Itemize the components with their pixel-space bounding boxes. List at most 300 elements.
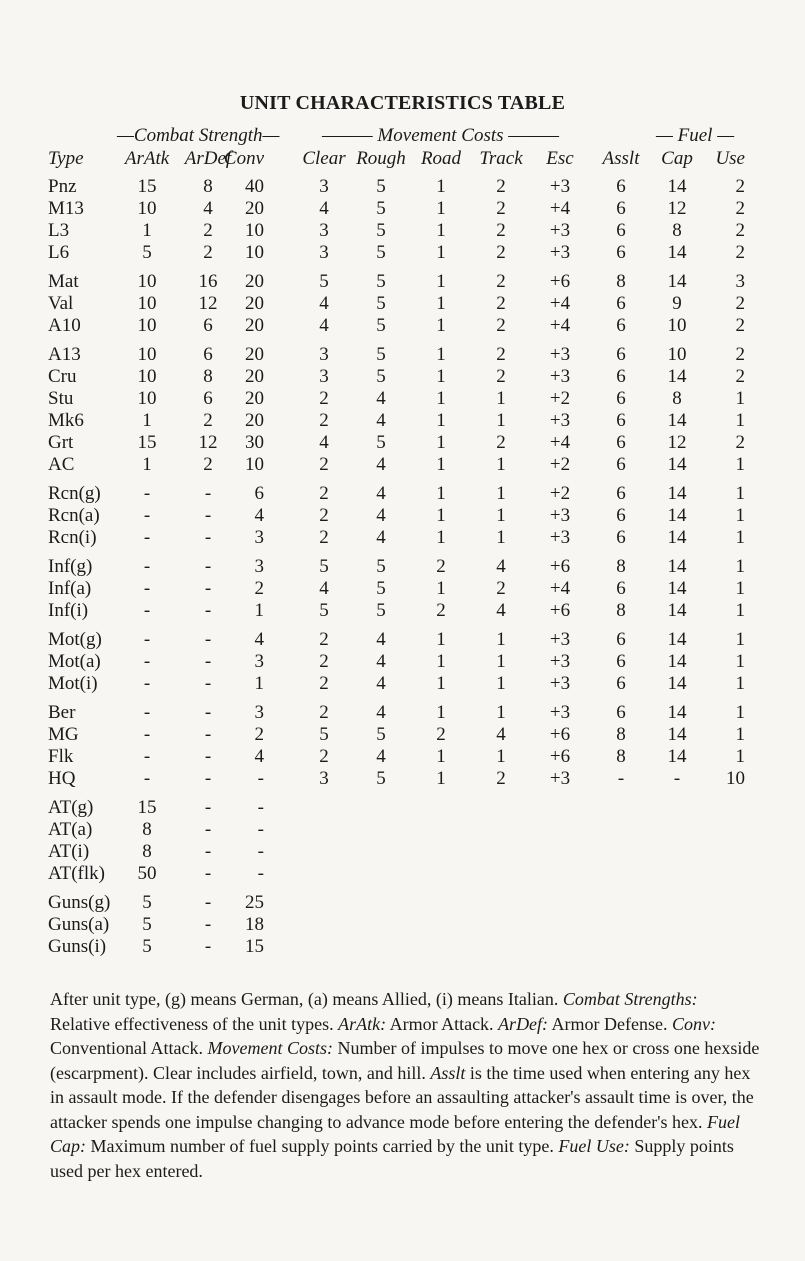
cell-conv: 3 [254,556,264,577]
cell-fuel-cap: 14 [667,271,687,292]
cell-asslt: 6 [616,651,626,672]
cell-aratk: - [143,629,151,650]
cell-esc: +3 [549,410,571,431]
cell-type: A10 [48,315,81,336]
cell-conv: 6 [254,483,264,504]
cell-esc: +4 [549,432,571,453]
cell-clear: 5 [319,556,329,577]
cell-road: 1 [436,344,446,365]
cell-road: 1 [436,505,446,526]
cell-aratk: 15 [137,176,157,197]
cell-conv: 1 [254,600,264,621]
cell-conv: 10 [245,242,264,263]
cell-aratk: 8 [142,841,152,862]
cell-esc: +4 [549,198,571,219]
cell-esc: +3 [549,220,571,241]
cell-rough: 5 [376,315,386,336]
cell-type: Rcn(a) [48,505,100,526]
cell-road: 1 [436,293,446,314]
cell-fuel-cap: 14 [667,651,687,672]
cell-esc: +3 [549,527,571,548]
cell-road: 1 [436,702,446,723]
cell-track: 1 [496,651,506,672]
cell-asslt: 6 [616,673,626,694]
cell-road: 2 [436,556,446,577]
cell-aratk: 15 [137,797,157,818]
cell-track: 1 [496,629,506,650]
cell-fuel-use: 2 [735,432,745,453]
explanatory-note [50,987,762,1183]
cell-esc: +4 [549,293,571,314]
cell-road: 1 [436,651,446,672]
cell-fuel-cap: 14 [667,578,687,599]
cell-esc: +3 [549,505,571,526]
cell-fuel-use: 10 [726,768,745,789]
cell-fuel-use: 2 [735,344,745,365]
note-text: Supply points used per hex entered. [50,1136,734,1181]
column-header-aratk: ArAtk [124,148,170,169]
cell-track: 2 [496,578,506,599]
cell-rough: 4 [376,483,386,504]
cell-aratk: 8 [142,819,152,840]
cell-road: 1 [436,242,446,263]
cell-asslt: 6 [616,432,626,453]
note-term: ArAtk: [338,1013,387,1034]
cell-road: 2 [436,600,446,621]
cell-type: HQ [48,768,76,789]
cell-esc: +2 [549,454,571,475]
cell-conv: - [257,797,264,818]
cell-road: 1 [436,315,446,336]
cell-road: 1 [436,578,446,599]
cell-clear: 2 [319,483,329,504]
cell-ardef: 16 [198,271,218,292]
cell-fuel-cap: 14 [667,454,687,475]
cell-rough: 5 [376,578,386,599]
cell-fuel-use: 2 [735,315,745,336]
cell-fuel-use: 1 [735,702,745,723]
cell-rough: 5 [376,176,386,197]
cell-rough: 4 [376,746,386,767]
column-header-type: Type [48,148,84,169]
cell-asslt: 6 [616,527,626,548]
cell-fuel-cap: 14 [667,176,687,197]
cell-ardef: - [204,797,212,818]
cell-esc: +4 [549,315,571,336]
cell-conv: 3 [254,527,264,548]
cell-type: Flk [48,746,74,767]
cell-type: AT(flk) [48,863,105,884]
cell-asslt: 6 [616,505,626,526]
column-header-track: Track [479,148,523,169]
cell-conv: 25 [245,892,264,913]
cell-ardef: 12 [198,293,218,314]
movement-costs-group-header: ——— Movement Costs ——— [322,125,559,146]
cell-road: 1 [436,527,446,548]
cell-conv: 18 [245,914,264,935]
cell-aratk: - [143,505,151,526]
cell-road: 1 [436,454,446,475]
cell-rough: 5 [376,198,386,219]
note-term: Fuel Use: [558,1136,630,1156]
cell-track: 2 [496,242,506,263]
cell-fuel-cap: 14 [667,242,687,263]
cell-conv: - [257,819,264,840]
cell-esc: +2 [549,388,571,409]
cell-aratk: 10 [137,315,157,336]
cell-type: A13 [48,344,81,365]
cell-type: Inf(a) [48,578,92,599]
cell-clear: 2 [319,454,329,475]
cell-type: Inf(i) [48,600,89,621]
cell-ardef: - [204,629,212,650]
cell-track: 2 [496,366,506,387]
cell-conv: 30 [245,432,264,453]
cell-conv: 2 [254,578,264,599]
cell-fuel-use: 1 [735,746,745,767]
cell-type: Mk6 [48,410,84,431]
cell-ardef: 2 [203,410,213,431]
cell-conv: 20 [245,293,264,314]
cell-fuel-cap: 14 [667,746,687,767]
cell-type: Grt [48,432,74,453]
column-header-ardef: ArDef [184,148,232,169]
cell-ardef: - [204,483,212,504]
cell-conv: 4 [254,746,264,767]
cell-track: 1 [496,483,506,504]
cell-road: 1 [436,432,446,453]
cell-conv: 20 [245,410,264,431]
cell-esc: +3 [549,629,571,650]
cell-ardef: - [204,673,212,694]
cell-rough: 5 [376,344,386,365]
cell-type: Mot(i) [48,673,98,694]
cell-ardef: - [204,505,212,526]
cell-esc: +3 [549,768,571,789]
cell-ardef: - [204,724,212,745]
cell-track: 2 [496,198,506,219]
cell-fuel-cap: 14 [667,410,687,431]
note-term: Combat Strengths: [562,989,698,1009]
cell-type: Guns(i) [48,936,107,957]
cell-conv: 20 [245,198,264,219]
cell-esc: +6 [549,600,571,621]
cell-road: 1 [436,388,446,409]
cell-fuel-use: 1 [735,454,745,475]
cell-esc: +4 [549,578,571,599]
note-text: Maximum number of fuel supply points carried by the unit type. [86,1136,559,1156]
cell-type: Rcn(g) [48,483,101,504]
cell-conv: - [257,863,264,884]
cell-road: 2 [436,724,446,745]
cell-type: Guns(a) [48,914,110,935]
cell-rough: 5 [376,432,386,453]
cell-ardef: - [204,600,212,621]
cell-fuel-use: 2 [735,366,745,387]
cell-track: 1 [496,388,506,409]
cell-fuel-use: 2 [735,242,745,263]
column-header-rough: Rough [356,148,406,169]
column-header-fuel-cap: Cap [661,148,693,169]
cell-aratk: 10 [137,388,157,409]
cell-esc: +2 [549,483,571,504]
cell-asslt: 6 [616,410,626,431]
cell-fuel-cap: 14 [667,556,687,577]
cell-track: 1 [496,746,506,767]
cell-rough: 4 [376,651,386,672]
cell-track: 4 [496,600,506,621]
note-text: Conventional Attack. [50,1038,208,1058]
cell-ardef: - [204,578,212,599]
cell-rough: 4 [376,410,386,431]
note-text: Number of impulses to move one hex or cross one hexside (escarpment). Clear includes airfield, town, and hill. [50,1038,760,1083]
cell-rough: 5 [376,556,386,577]
cell-aratk: 5 [142,242,152,263]
cell-clear: 3 [319,242,329,263]
note-text: Armor Defense. [548,1013,673,1034]
cell-fuel-use: 1 [735,505,745,526]
cell-road: 1 [436,198,446,219]
cell-rough: 5 [376,242,386,263]
cell-type: MG [48,724,79,745]
cell-clear: 4 [319,432,329,453]
cell-fuel-use: 1 [735,724,745,745]
cell-type: AT(g) [48,797,94,818]
cell-aratk: 10 [137,344,157,365]
cell-asslt: 6 [616,578,626,599]
note-text: After unit type, (g) means German, (a) means Allied, (i) means Italian. [50,989,563,1009]
cell-aratk: - [143,600,151,621]
cell-asslt: 6 [616,702,626,723]
cell-esc: +6 [549,556,571,577]
cell-track: 2 [496,220,506,241]
cell-ardef: - [204,768,212,789]
cell-fuel-cap: 12 [667,198,687,219]
cell-ardef: 2 [203,220,213,241]
cell-conv: 2 [254,724,264,745]
cell-road: 1 [436,746,446,767]
cell-conv: - [257,768,264,789]
cell-aratk: 10 [137,293,157,314]
cell-ardef: - [204,702,212,723]
cell-fuel-cap: 14 [667,629,687,650]
cell-type: Ber [48,702,76,723]
cell-rough: 5 [376,220,386,241]
cell-fuel-use: 1 [735,578,745,599]
cell-ardef: - [204,556,212,577]
cell-asslt: 8 [616,600,626,621]
cell-conv: 20 [245,366,264,387]
cell-track: 1 [496,673,506,694]
column-header-fuel-use: Use [715,148,745,169]
column-header-clear: Clear [302,148,346,169]
cell-ardef: - [204,936,212,957]
cell-road: 1 [436,176,446,197]
cell-fuel-cap: 8 [672,220,682,241]
cell-ardef: 12 [198,432,218,453]
cell-type: L6 [48,242,70,263]
cell-rough: 4 [376,629,386,650]
cell-fuel-use: 1 [735,388,745,409]
cell-type: Mat [48,271,79,292]
cell-fuel-use: 1 [735,410,745,431]
cell-ardef: - [204,892,212,913]
cell-conv: 3 [254,702,264,723]
cell-aratk: - [143,651,151,672]
cell-asslt: - [617,768,625,789]
cell-fuel-cap: 14 [667,702,687,723]
cell-asslt: 6 [616,344,626,365]
cell-esc: +6 [549,271,571,292]
note-text: is the time used when entering any hex in assault mode. If the defender disengages before an assaulting attacker's assault time is over, the attacker spends one impulse changing to advance mode before entering the defender's hex. [50,1062,754,1132]
cell-ardef: 6 [203,344,213,365]
cell-rough: 5 [376,724,386,745]
cell-conv: 4 [254,505,264,526]
cell-aratk: 1 [142,410,152,431]
cell-fuel-cap: 10 [667,315,687,336]
cell-aratk: - [143,556,151,577]
cell-fuel-use: 1 [735,483,745,504]
cell-esc: +3 [549,673,571,694]
cell-ardef: 6 [203,315,213,336]
column-header-asslt: Asslt [602,148,640,169]
cell-fuel-cap: 14 [667,366,687,387]
cell-esc: +6 [549,746,571,767]
page-title: UNIT CHARACTERISTICS TABLE [239,92,566,114]
cell-rough: 4 [376,505,386,526]
cell-fuel-cap: 14 [667,600,687,621]
note-term: ArDef: [498,1013,549,1034]
cell-clear: 2 [319,527,329,548]
cell-track: 1 [496,454,506,475]
cell-conv: 10 [245,220,264,241]
cell-aratk: 50 [137,863,157,884]
cell-fuel-use: 2 [735,198,745,219]
column-header-conv: Conv [223,148,264,169]
cell-asslt: 6 [616,176,626,197]
cell-ardef: 8 [203,366,213,387]
cell-track: 2 [496,315,506,336]
cell-clear: 4 [319,293,329,314]
cell-clear: 4 [319,315,329,336]
cell-track: 4 [496,556,506,577]
cell-type: Inf(g) [48,556,93,577]
cell-rough: 5 [376,600,386,621]
cell-fuel-use: 2 [735,220,745,241]
cell-conv: 15 [245,936,264,957]
cell-clear: 4 [319,198,329,219]
cell-ardef: 8 [203,176,213,197]
cell-type: Guns(g) [48,892,111,913]
cell-esc: +3 [549,176,571,197]
cell-type: Stu [48,388,74,409]
cell-asslt: 8 [616,724,626,745]
cell-asslt: 6 [616,629,626,650]
cell-ardef: - [204,746,212,767]
cell-road: 1 [436,366,446,387]
cell-track: 2 [496,293,506,314]
cell-track: 1 [496,505,506,526]
cell-conv: 3 [254,651,264,672]
cell-conv: 20 [245,315,264,336]
cell-aratk: 10 [137,366,157,387]
cell-aratk: 1 [142,220,152,241]
cell-rough: 5 [376,768,386,789]
cell-track: 1 [496,527,506,548]
cell-ardef: 2 [203,454,213,475]
cell-asslt: 8 [616,746,626,767]
column-header-esc: Esc [546,148,574,169]
cell-fuel-use: 1 [735,673,745,694]
cell-fuel-cap: 14 [667,673,687,694]
cell-type: Mot(g) [48,629,102,650]
cell-rough: 4 [376,702,386,723]
cell-fuel-cap: 12 [667,432,687,453]
cell-road: 1 [436,768,446,789]
cell-clear: 3 [319,176,329,197]
cell-clear: 2 [319,746,329,767]
note-term: Fuel Cap: [50,1111,740,1156]
note-term: Asslt [430,1062,466,1083]
cell-ardef: - [204,527,212,548]
cell-asslt: 6 [616,198,626,219]
cell-fuel-cap: - [673,768,681,789]
cell-ardef: 4 [203,198,213,219]
cell-ardef: - [204,819,212,840]
cell-road: 1 [436,483,446,504]
cell-asslt: 6 [616,315,626,336]
cell-road: 1 [436,673,446,694]
cell-fuel-cap: 10 [667,344,687,365]
cell-type: AC [48,454,75,475]
cell-asslt: 6 [616,220,626,241]
cell-track: 1 [496,702,506,723]
cell-fuel-use: 1 [735,556,745,577]
cell-track: 2 [496,271,506,292]
cell-track: 1 [496,410,506,431]
cell-aratk: - [143,724,151,745]
cell-fuel-cap: 14 [667,724,687,745]
cell-esc: +3 [549,242,571,263]
cell-aratk: 5 [142,936,152,957]
cell-road: 1 [436,271,446,292]
cell-type: M13 [48,198,84,219]
cell-conv: 40 [245,176,264,197]
cell-clear: 2 [319,505,329,526]
note-text: Relative effectiveness of the unit types. [50,1013,339,1034]
cell-rough: 4 [376,673,386,694]
cell-track: 2 [496,768,506,789]
cell-aratk: - [143,768,151,789]
cell-type: Val [48,293,74,314]
cell-clear: 5 [319,271,329,292]
cell-asslt: 6 [616,293,626,314]
cell-fuel-use: 1 [735,600,745,621]
cell-asslt: 8 [616,271,626,292]
cell-aratk: - [143,673,151,694]
cell-rough: 4 [376,527,386,548]
cell-aratk: 5 [142,892,152,913]
cell-fuel-use: 1 [735,527,745,548]
cell-aratk: 10 [137,271,157,292]
cell-rough: 5 [376,293,386,314]
cell-conv: 4 [254,629,264,650]
cell-asslt: 6 [616,242,626,263]
cell-clear: 2 [319,673,329,694]
cell-ardef: - [204,841,212,862]
cell-fuel-cap: 8 [672,388,682,409]
cell-aratk: - [143,702,151,723]
